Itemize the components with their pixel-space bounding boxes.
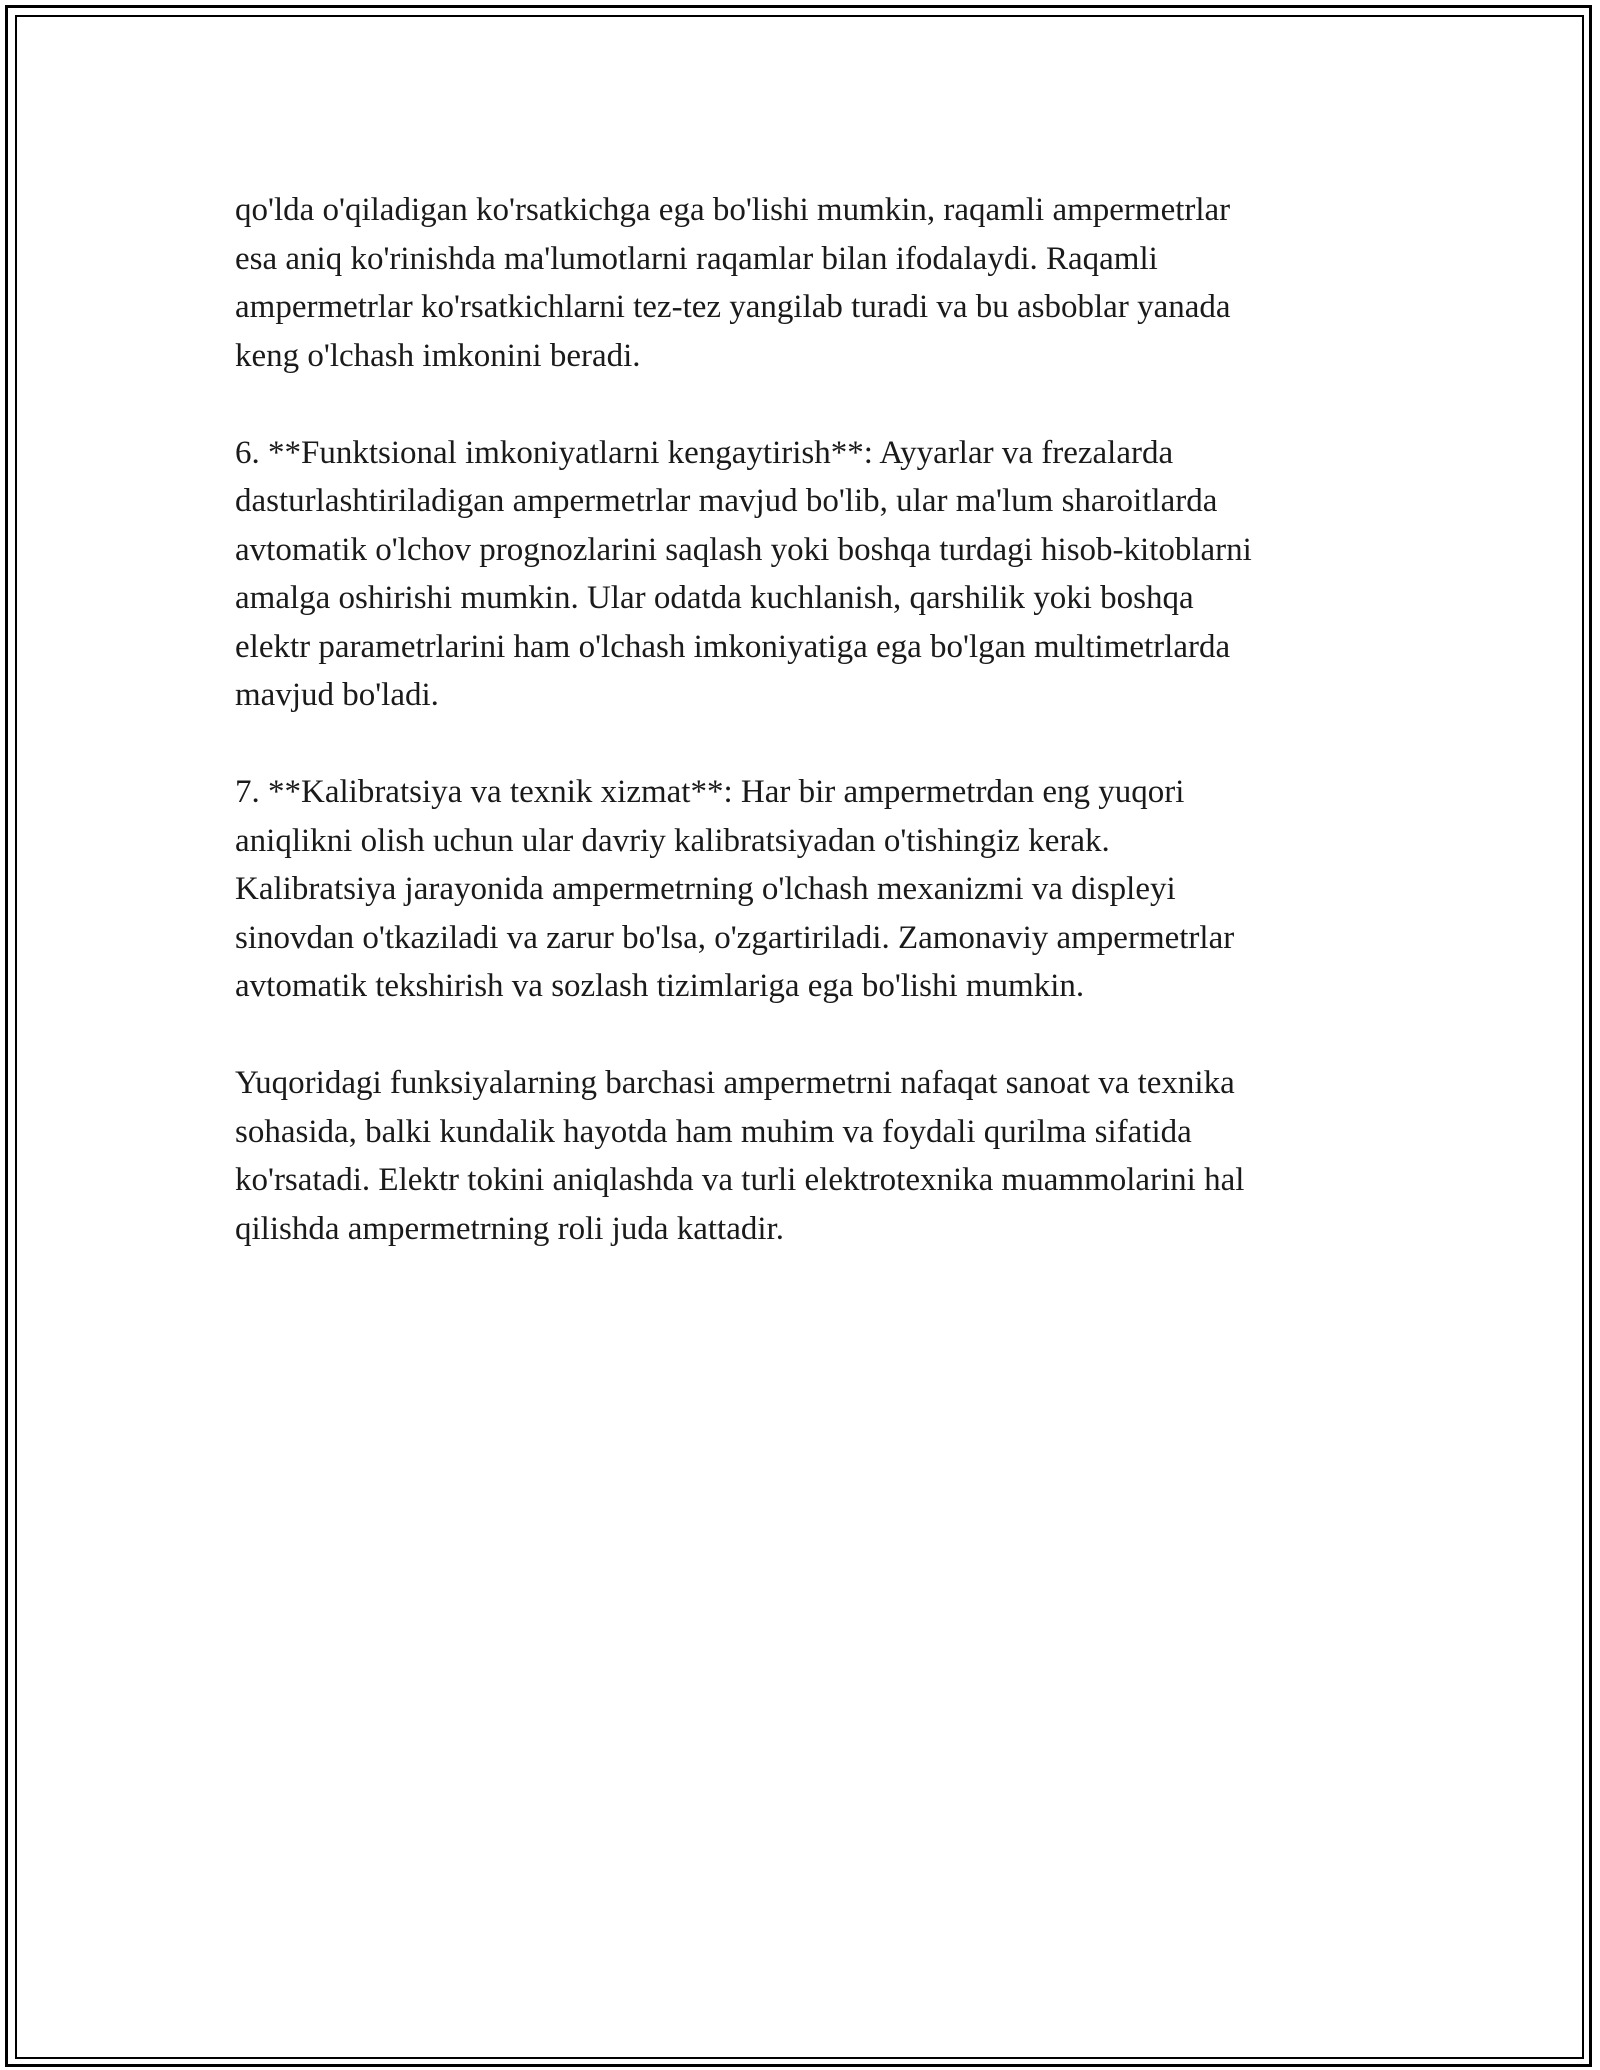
text-line: Yuqoridagi funksiyalarning barchasi ampermetrni nafaqat sanoat va texnika [235,1065,1235,1101]
text-line: qilishda ampermetrning roli juda kattadir. [235,1210,784,1247]
text-line: qo'lda o'qiladigan ko'rsatkichga ega bo'lishi mumkin, raqamli ampermetrlar [235,192,1231,228]
text-line: aniqlikni olish uchun ular davriy kalibratsiyadan o'tishingiz kerak. [235,822,1110,859]
text-line: Kalibratsiya jarayonida ampermetrning o'lchash mexanizmi va displeyi [235,871,1176,907]
paragraph-item-7 [235,768,1385,1011]
text-line: keng o'lchash imkonini beradi. [235,337,641,374]
paragraph-continuation [235,186,1385,380]
text-line: 7. **Kalibratsiya va texnik xizmat**: Har bir ampermetrdan eng yuqori [235,774,1185,810]
text-line: amalga oshirishi mumkin. Ular odatda kuchlanish, qarshilik yoki boshqa [235,580,1194,616]
text-line: 6. **Funktsional imkoniyatlarni kengaytirish**: Ayyarlar va frezalarda [235,434,1174,471]
text-line: dasturlashtiriladigan ampermetrlar mavjud bo'lib, ular ma'lum sharoitlarda [235,483,1218,519]
text-line: sohasida, balki kundalik hayotda ham muhim va foydali qurilma sifatida [235,1113,1192,1150]
text-line: elektr parametrlarini ham o'lchash imkoniyatiga ega bo'lgan multimetrlarda [235,628,1231,665]
text-line: esa aniq ko'rinishda ma'lumotlarni raqamlar bilan ifodalaydi. Raqamli [235,240,1158,277]
text-line: avtomatik tekshirish va sozlash tizimlariga ega bo'lishi mumkin. [235,968,1085,1004]
text-line: avtomatik o'lchov prognozlarini saqlash yoki boshqa turdagi hisob-kitoblarni [235,531,1252,568]
paragraph-conclusion [235,1059,1385,1253]
text-line: sinovdan o'tkaziladi va zarur bo'lsa, o'zgartiriladi. Zamonaviy ampermetrlar [235,919,1235,956]
text-line: mavjud bo'ladi. [235,677,439,713]
text-line: ko'rsatadi. Elektr tokini aniqlashda va turli elektrotexnika muammolarini hal [235,1162,1245,1198]
document-body [235,186,1385,1302]
text-line: ampermetrlar ko'rsatkichlarni tez-tez yangilab turadi va bu asboblar yanada [235,289,1231,325]
paragraph-item-6 [235,429,1385,720]
